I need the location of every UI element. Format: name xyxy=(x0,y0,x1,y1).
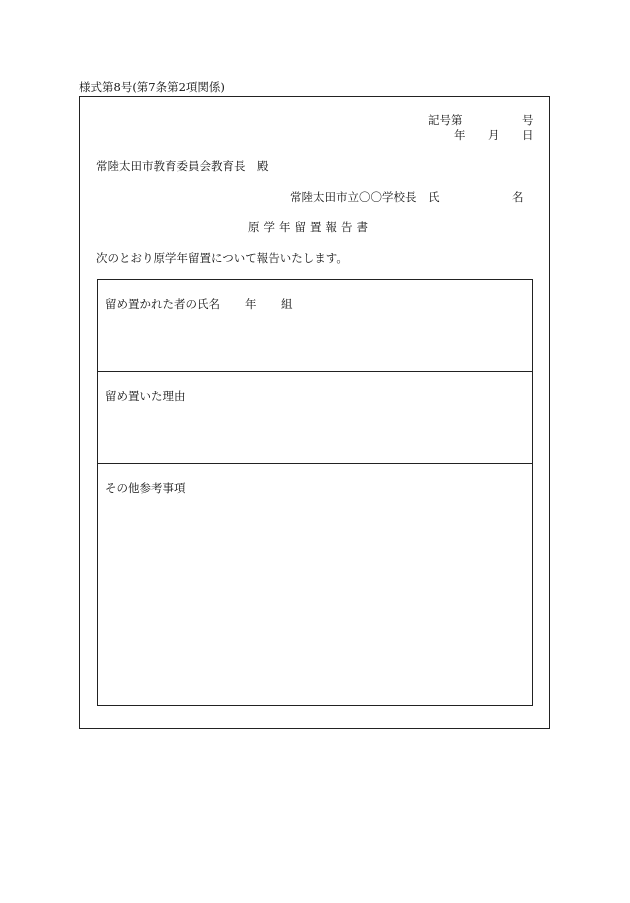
sender-name-label: 常陸太田市立〇〇学校長 氏 xyxy=(290,190,440,204)
sender-name-suffix: 名 xyxy=(512,190,524,204)
form-number-label: 様式第8号(第7条第2項関係) xyxy=(79,80,225,94)
document-number-label: 記号第 xyxy=(428,113,463,127)
class-label: 組 xyxy=(281,297,293,311)
other-notes-label: その他参考事項 xyxy=(105,481,186,495)
student-name-label: 留め置かれた者の氏名 xyxy=(105,297,220,311)
addressee: 常陸太田市教育委員会教育長 殿 xyxy=(96,159,269,173)
report-table xyxy=(97,279,533,706)
intro-text: 次のとおり原学年留置について報告いたします。 xyxy=(96,251,348,265)
document-number-suffix: 号 xyxy=(522,113,534,127)
date-year-label: 年 xyxy=(454,128,466,142)
student-name-row[interactable] xyxy=(98,280,532,372)
retention-reason-row[interactable] xyxy=(98,372,532,464)
document-title: 原学年留置報告書 xyxy=(248,220,372,234)
retention-reason-label: 留め置いた理由 xyxy=(105,389,186,403)
date-month-label: 月 xyxy=(488,128,500,142)
date-day-label: 日 xyxy=(522,128,534,142)
other-notes-row[interactable] xyxy=(98,464,532,705)
grade-label: 年 xyxy=(245,297,257,311)
